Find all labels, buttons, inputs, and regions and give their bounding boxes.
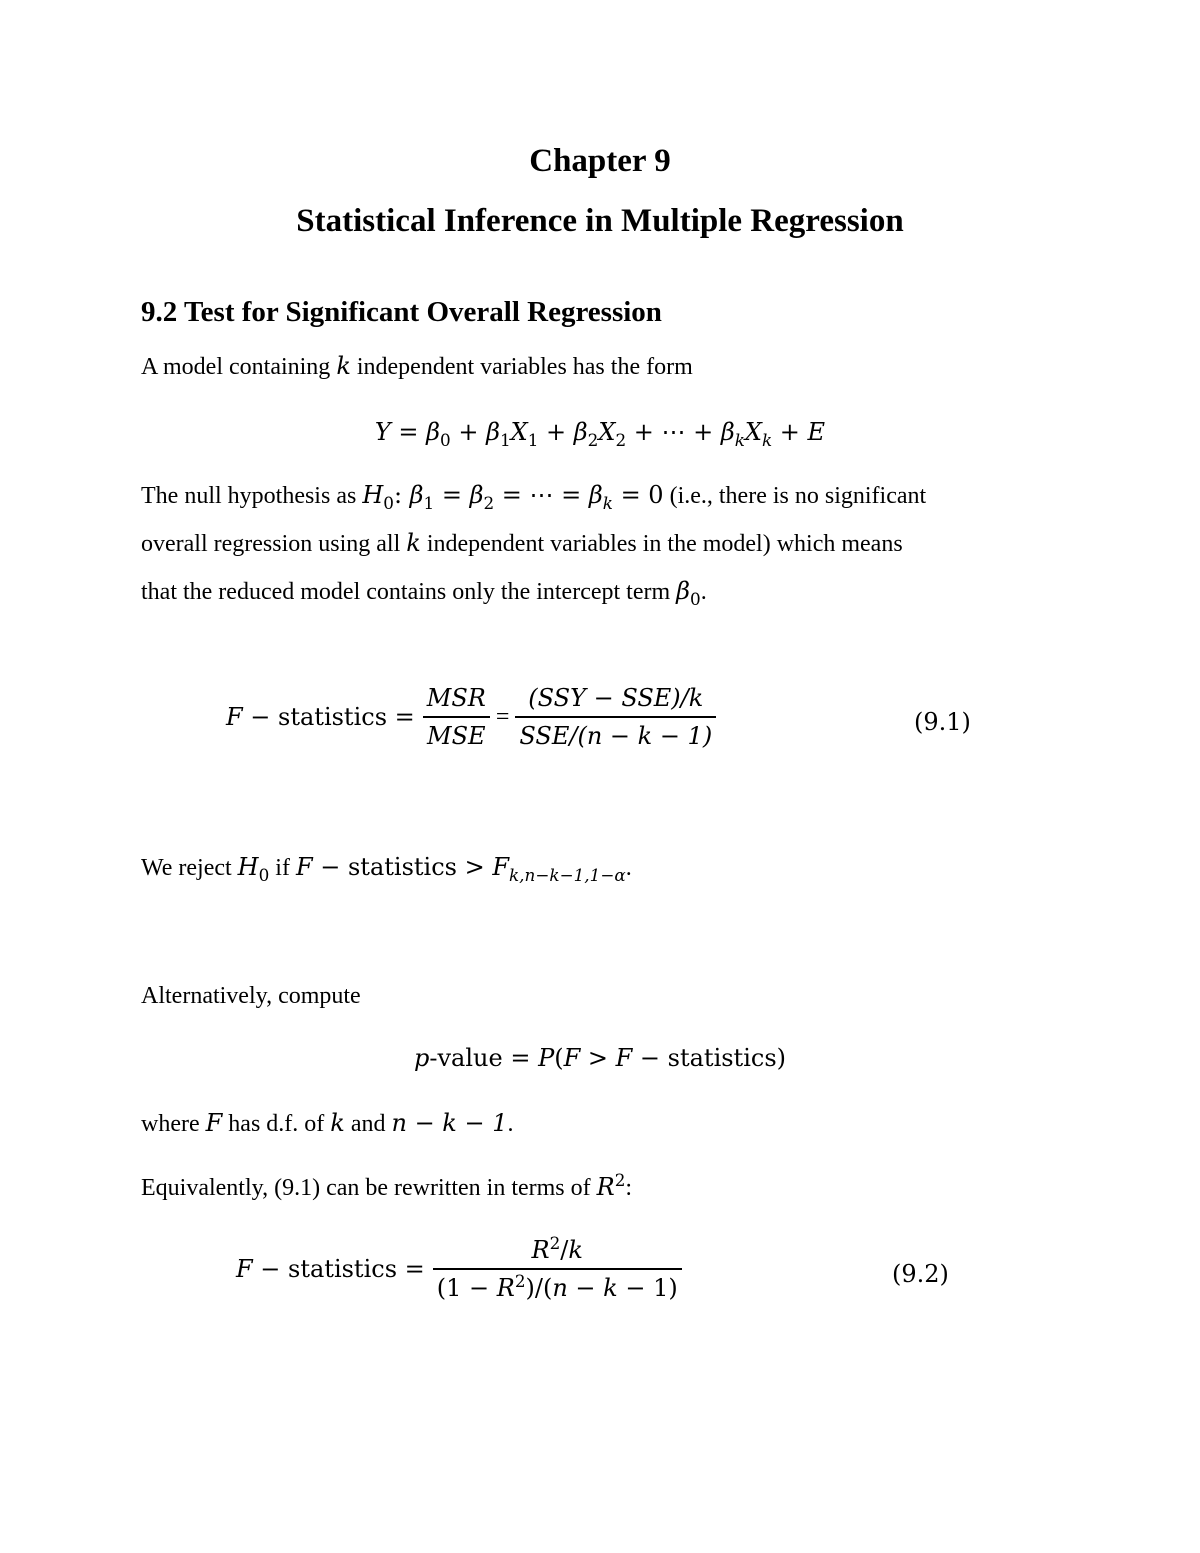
null-var-k: k: [406, 529, 421, 557]
equation-9-2-tag: (9.2): [892, 1260, 949, 1288]
df-paragraph: [141, 1109, 514, 1138]
eq92-lhs: F − statistics =: [236, 1255, 425, 1283]
null-paragraph-line-2: [141, 529, 903, 558]
null-paragraph-line-3: [141, 577, 707, 609]
chapter-subtitle: Statistical Inference in Multiple Regression: [296, 203, 904, 239]
df-text-end: .: [507, 1111, 514, 1137]
model-equation: $Y = \beta_0 + \beta_1X_1 + \beta_2X_2$ + ⋯ + $\beta_kX_k + E$: [374, 418, 826, 450]
null-text-line1-after: (i.e., there is no significant: [663, 483, 927, 509]
null-hypothesis-formula: $H_0$: $\beta_1 = \beta_2$ = ⋯ = $\beta_k = 0$: [362, 481, 664, 513]
null-text-line2-before: overall regression using all: [141, 531, 407, 557]
intro-var-k: k: [336, 352, 351, 380]
df-text-mid2: and: [344, 1111, 392, 1137]
eq92-fraction: [433, 1233, 682, 1302]
eq91-fraction-2: [515, 684, 716, 750]
chapter-title: Chapter 9: [529, 143, 671, 179]
null-text-line3-before: that the reduced model contains only the intercept term: [141, 579, 677, 605]
df-text-before: where: [141, 1111, 206, 1137]
reject-text-end: .: [625, 855, 632, 881]
equation-9-1-tag: (9.1): [914, 708, 971, 736]
eq91-frac1-denominator: MSE: [423, 716, 490, 750]
df-text-mid1: has d.f. of: [222, 1111, 331, 1137]
eq92-numerator: $R^2/k$: [531, 1233, 583, 1264]
equation-9-1: [226, 684, 716, 750]
df-var-k: k: [330, 1109, 345, 1137]
df-var-F: F: [205, 1109, 223, 1137]
equivalently-paragraph: [141, 1170, 633, 1202]
intercept-symbol: $\beta_0$: [676, 577, 701, 609]
reject-condition: F − statistics > $F_{k,n-k-1,1-\alpha}$: [295, 853, 626, 885]
equivalently-end: :: [625, 1175, 633, 1201]
df-expression: n − k − 1: [391, 1109, 508, 1137]
equivalently-r2: $R^2$: [596, 1170, 626, 1201]
eq92-denominator: $(1 - R^2)/(n - k - 1)$: [433, 1268, 682, 1302]
intro-paragraph: [141, 352, 693, 381]
eq91-frac1-numerator: MSR: [426, 684, 486, 712]
reject-paragraph: [141, 853, 632, 885]
intro-text-before: A model containing: [141, 354, 337, 380]
eq91-lhs: F − statistics =: [226, 703, 415, 731]
null-text-line2-after: independent variables in the model) which means: [420, 531, 903, 557]
eq91-equals: =: [495, 703, 510, 730]
alternatively-text: Alternatively, compute: [141, 983, 361, 1009]
reject-text-mid: if: [269, 855, 296, 881]
null-text-before: The null hypothesis as: [141, 483, 363, 509]
eq91-frac2-numerator: (SSY − SSE)/k: [528, 684, 704, 712]
equation-9-2: [236, 1233, 682, 1302]
null-text-line3-end: .: [700, 579, 707, 605]
intro-text-after: independent variables has the form: [350, 354, 693, 380]
equivalently-text: Equivalently, (9.1) can be rewritten in terms of: [141, 1175, 597, 1201]
reject-text-before: We reject: [141, 855, 238, 881]
section-heading: 9.2 Test for Significant Overall Regression: [141, 296, 662, 328]
eq91-frac2-denominator: SSE/(n − k − 1): [515, 716, 716, 750]
pvalue-equation: p-value = P(F > F − statistics): [414, 1044, 786, 1072]
null-paragraph-line-1: [141, 481, 927, 513]
eq91-fraction-1: [423, 684, 490, 750]
reject-h0: $H_0$: [237, 853, 270, 885]
